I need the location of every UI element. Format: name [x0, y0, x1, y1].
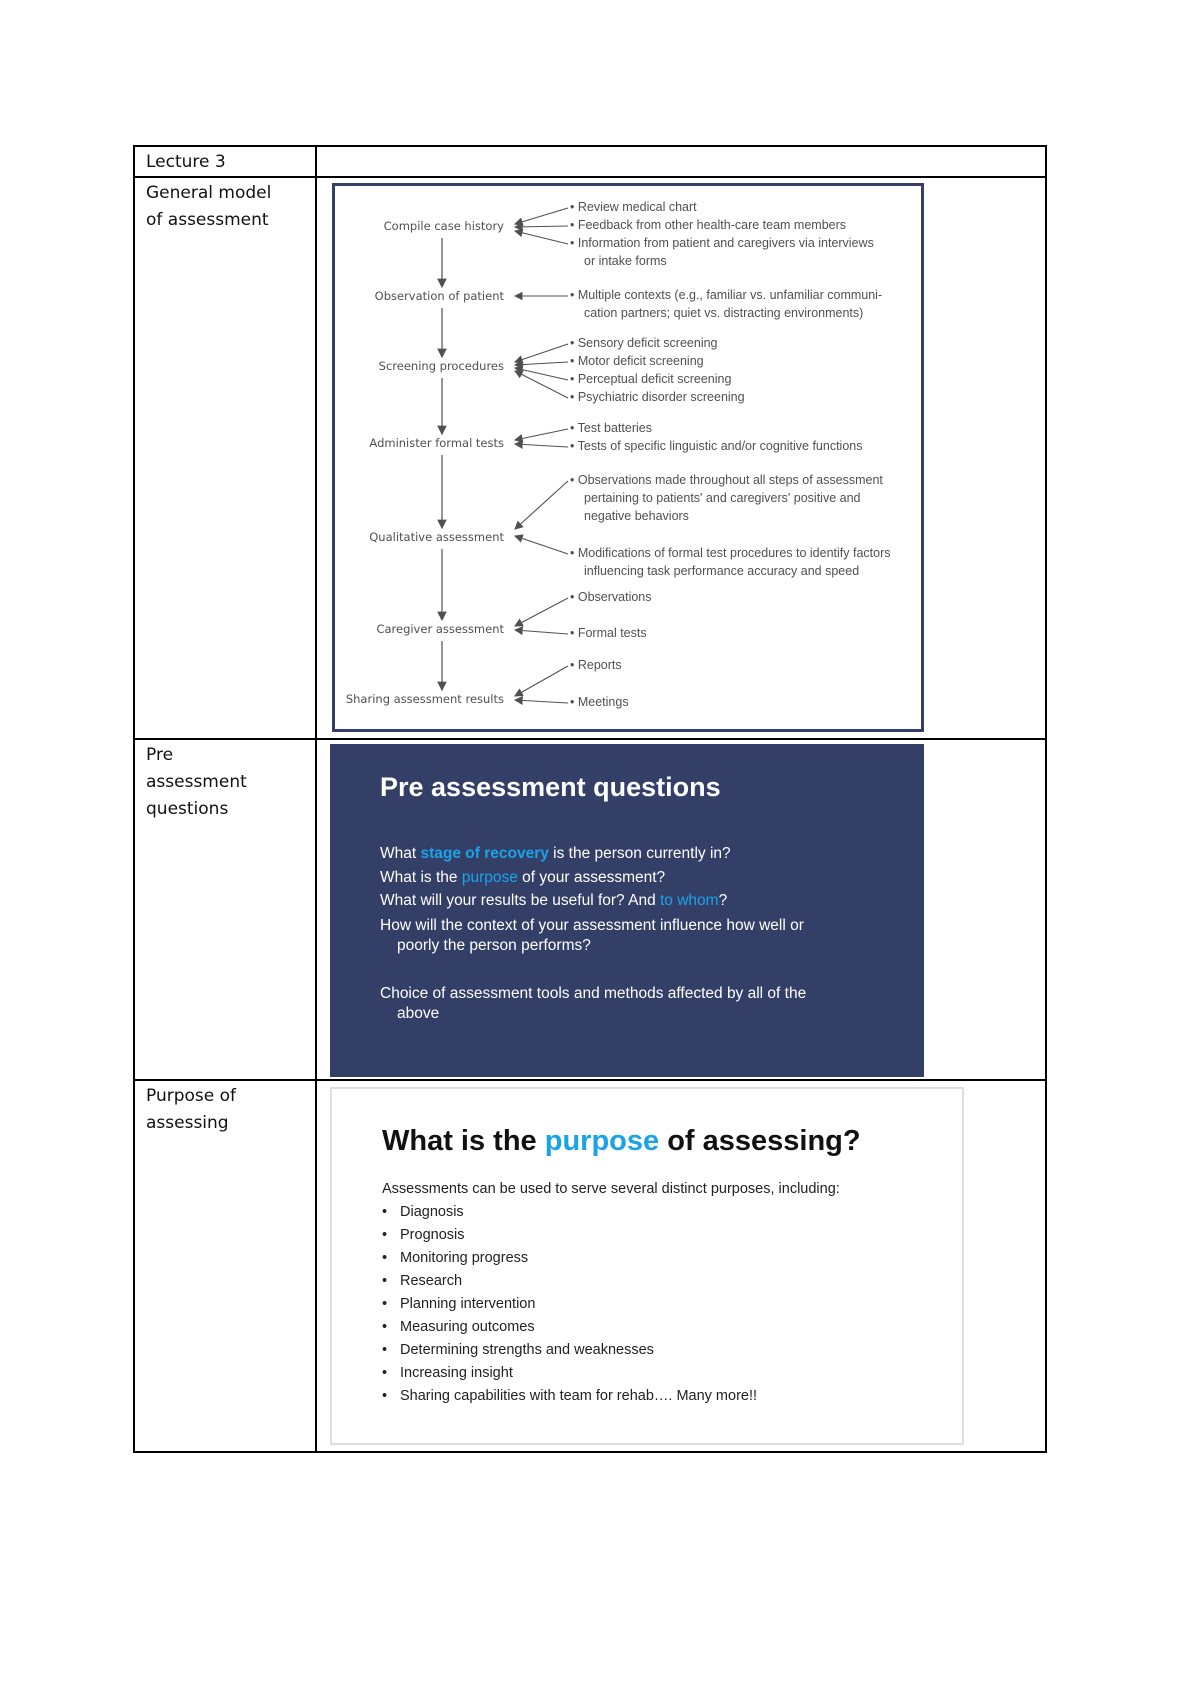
list-item-text: Prognosis	[400, 1227, 465, 1243]
notes-table	[133, 145, 1047, 1453]
list-item: • Sharing capabilities with team for rehab…. Many more!!	[382, 1388, 758, 1404]
detail-text: • Meetings	[570, 695, 629, 709]
detail-text: • Review medical chart	[570, 200, 697, 214]
detail-text: • Formal tests	[570, 626, 647, 640]
highlight-text: purpose	[544, 1125, 660, 1157]
detail-text: • Multiple contexts (e.g., familiar vs. unfamiliar communi-	[570, 288, 883, 302]
detail-text: pertaining to patients' and caregivers' positive and	[584, 491, 861, 505]
list-item: • Measuring outcomes	[382, 1319, 535, 1335]
stage-label: Observation of patient	[374, 289, 504, 303]
question-text: above	[397, 1005, 440, 1022]
question-text: of your assessment?	[517, 869, 666, 886]
row-label-purpose	[134, 1080, 316, 1452]
list-item: • Monitoring progress	[382, 1250, 529, 1266]
purpose-label: Purpose of assessing	[146, 1086, 237, 1133]
detail-text: • Sensory deficit screening	[570, 336, 718, 350]
stage-label: Caregiver assessment	[376, 622, 504, 636]
slide-title: Pre assessment questions	[380, 772, 721, 802]
list-item-text: Planning intervention	[400, 1296, 536, 1312]
row-content-purpose-slide	[316, 1080, 1046, 1452]
stage-label: Compile case history	[383, 219, 504, 233]
row-label-pre-assessment	[134, 739, 316, 1080]
detail-text: • Feedback from other health-care team members	[570, 218, 847, 232]
slide-intro: Assessments can be used to serve several distinct purposes, including:	[382, 1181, 840, 1197]
stage-label: Sharing assessment results	[345, 692, 504, 706]
table-row	[134, 1080, 1046, 1452]
purpose-slide	[330, 1087, 964, 1445]
detail-text: cation partners; quiet vs. distracting environments)	[584, 306, 864, 320]
row-content-empty	[316, 146, 1046, 177]
question-whom	[380, 891, 727, 911]
table-row	[134, 739, 1046, 1080]
highlight-text: stage of recovery	[420, 845, 549, 862]
list-item: • Research	[382, 1273, 463, 1289]
title-text: What is the	[382, 1125, 545, 1157]
highlight-text: to whom	[660, 892, 719, 909]
detail-text: • Perceptual deficit screening	[570, 372, 732, 386]
detail-text: • Reports	[570, 658, 622, 672]
detail-text: or intake forms	[584, 254, 667, 268]
question-stage	[380, 844, 731, 864]
question-text: What will your results be useful for? And	[380, 892, 660, 909]
stage-label: Qualitative assessment	[369, 530, 504, 544]
list-item-text: Determining strengths and weaknesses	[400, 1342, 654, 1358]
question-text: is the person currently in?	[548, 845, 731, 862]
list-item-text: Diagnosis	[400, 1204, 464, 1220]
list-item: • Diagnosis	[382, 1204, 464, 1220]
detail-text: • Tests of specific linguistic and/or cognitive functions	[570, 439, 863, 453]
list-item: • Planning intervention	[382, 1296, 536, 1312]
question-choice	[380, 984, 806, 1024]
detail-connectors	[515, 208, 568, 703]
table-row	[134, 146, 1046, 177]
detail-text: influencing task performance accuracy and speed	[584, 564, 860, 578]
list-item-text: Measuring outcomes	[400, 1319, 535, 1335]
detail-text: • Modifications of formal test procedures to identify factors	[570, 546, 891, 560]
row-content-pre-slide	[316, 739, 1046, 1080]
stage-label: Administer formal tests	[369, 436, 504, 450]
lecture-title: Lecture 3	[146, 152, 226, 172]
detail-text: • Observations	[570, 590, 652, 604]
question-text: poorly the person performs?	[397, 937, 591, 954]
list-item-text: Increasing insight	[400, 1365, 513, 1381]
list-item: • Prognosis	[382, 1227, 465, 1243]
title-text: of assessing?	[659, 1125, 861, 1157]
row-label-lecture	[134, 146, 316, 177]
list-item-text: Sharing capabilities with team for rehab…. Many more!!	[400, 1388, 758, 1404]
list-item-text: Research	[400, 1273, 463, 1289]
table-row	[134, 177, 1046, 739]
stage-label: Screening procedures	[378, 359, 504, 373]
detail-text: • Psychiatric disorder screening	[570, 390, 745, 404]
list-item-text: Monitoring progress	[400, 1250, 529, 1266]
slide-title	[382, 1125, 861, 1158]
row-content-diagram	[316, 177, 1046, 739]
list-item: • Determining strengths and weaknesses	[382, 1342, 654, 1358]
row-label-general-model	[134, 177, 316, 739]
detail-text: negative behaviors	[584, 509, 689, 523]
question-context	[380, 916, 804, 956]
question-text: Choice of assessment tools and methods affected by all of the	[380, 985, 807, 1002]
question-purpose	[380, 868, 665, 888]
assessment-flow-diagram	[332, 183, 924, 732]
detail-text: • Test batteries	[570, 421, 652, 435]
detail-text: • Observations made throughout all steps of assessment	[570, 473, 883, 487]
question-text: How will the context of your assessment influence how well or	[380, 917, 804, 934]
highlight-text: purpose	[461, 869, 518, 886]
flow-diagram-svg	[335, 186, 921, 729]
pre-assessment-label: Pre assessment questions	[146, 745, 247, 819]
purpose-list	[382, 1201, 757, 1408]
detail-text: • Motor deficit screening	[570, 354, 704, 368]
pre-assessment-slide	[330, 744, 924, 1077]
question-text: What	[380, 845, 421, 862]
list-item: • Increasing insight	[382, 1365, 513, 1381]
detail-text: • Information from patient and caregivers via interviews	[570, 236, 874, 250]
general-model-label: General model of assessment	[146, 183, 272, 230]
question-text: ?	[718, 892, 728, 909]
question-text: What is the	[380, 869, 462, 886]
